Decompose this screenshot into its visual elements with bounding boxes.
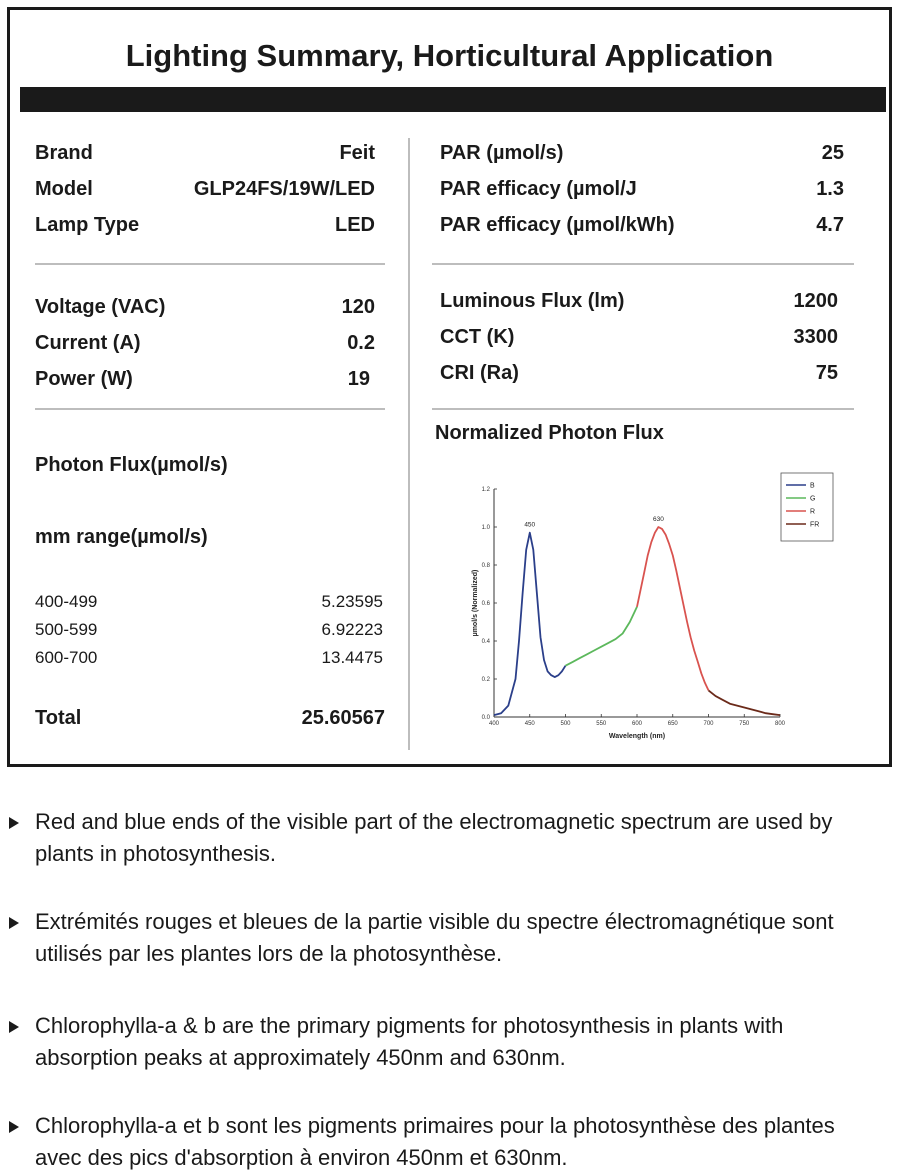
bullet-text: Extrémités rouges et bleues de la partie visible du spectre électromagnétique sont utilisés par les plantes lors de la photosynthèse. — [35, 909, 834, 966]
peak-annotation: 630 — [653, 516, 664, 523]
range-value: 13.4475 — [321, 648, 383, 667]
x-tick-label: 650 — [667, 721, 678, 727]
spec-key: Lamp Type — [35, 214, 140, 236]
spec-key: Brand — [35, 142, 93, 164]
spec-value: Feit — [339, 142, 375, 164]
x-tick-label: 750 — [739, 721, 750, 727]
x-tick-label: 700 — [703, 721, 714, 727]
legend-box — [781, 473, 833, 541]
legend-label: B — [810, 482, 815, 490]
legend-label: R — [810, 508, 816, 516]
spec-key: PAR efficacy (µmol/J — [440, 178, 637, 200]
y-axis-label: µmol/s (Normalized) — [472, 569, 479, 637]
bullet-arrow-icon — [9, 917, 19, 929]
spec-key: PAR (µmol/s) — [440, 142, 564, 164]
y-tick-label: 0.6 — [481, 601, 490, 607]
range-label: mm range(µmol/s) — [35, 526, 208, 548]
x-axis-label: Wavelength (nm) — [608, 733, 666, 740]
title-divider-bar — [20, 87, 886, 112]
spec-value: 0.2 — [347, 332, 375, 354]
x-tick-label: 600 — [631, 721, 643, 727]
chart-title: Normalized Photon Flux — [435, 422, 664, 444]
series-line-r — [637, 527, 709, 690]
spec-key: Current (A) — [35, 332, 141, 354]
peak-annotation: 450 — [524, 521, 536, 529]
legend-label: G — [810, 495, 816, 503]
page-title: Lighting Summary, Horticultural Application — [125, 38, 774, 73]
range-key: 500-599 — [35, 620, 98, 639]
total-label: Total — [35, 707, 82, 729]
bullet-text: Chlorophylla-a & b are the primary pigments for photosynthesis in plants with absorption peaks at approximately 450nm and 630nm. — [35, 1013, 784, 1070]
spec-value: 75 — [815, 362, 838, 384]
spec-key: CCT (K) — [440, 326, 515, 348]
series-line-g — [566, 607, 638, 666]
series-line-fr — [709, 690, 781, 715]
x-tick-label: 450 — [524, 721, 535, 727]
photon-flux-label: Photon Flux(µmol/s) — [35, 454, 228, 476]
bullet-text: Red and blue ends of the visible part of the electromagnetic spectrum are used by plants in photosynthesis. — [35, 809, 833, 866]
spec-value: 25 — [821, 142, 844, 164]
range-value: 6.92223 — [321, 620, 383, 639]
section-divider — [35, 408, 385, 410]
x-tick-label: 400 — [488, 721, 500, 727]
y-tick-label: 0.8 — [481, 563, 490, 569]
spec-key: Model — [35, 178, 93, 200]
range-value: 5.23595 — [321, 592, 383, 611]
section-divider — [432, 408, 854, 410]
bullet-text: Chlorophylla-a et b sont les pigments primaires pour la photosynthèse des plantes avec des pics d'absorption à environ 450nm et 630nm. — [35, 1113, 835, 1170]
section-divider — [432, 263, 854, 265]
range-key: 400-499 — [35, 592, 98, 611]
spec-key: Luminous Flux (lm) — [440, 290, 625, 312]
y-tick-label: 0.4 — [481, 639, 490, 645]
spec-key: CRI (Ra) — [440, 362, 519, 384]
y-tick-label: 0.0 — [481, 715, 490, 721]
photon-flux-chart — [459, 469, 840, 759]
y-tick-label: 1.0 — [481, 525, 490, 531]
spec-value: 3300 — [793, 326, 838, 348]
spec-value: 1.3 — [816, 178, 844, 200]
spec-key: Power (W) — [35, 368, 133, 390]
spec-value: 19 — [347, 368, 370, 390]
x-tick-label: 550 — [596, 721, 607, 727]
bullet-arrow-icon — [9, 1121, 19, 1133]
spec-key: PAR efficacy (µmol/kWh) — [440, 214, 675, 236]
x-tick-label: 800 — [774, 721, 786, 727]
bullet-arrow-icon — [9, 817, 19, 829]
total-value: 25.60567 — [301, 707, 385, 729]
spec-value: 1200 — [793, 290, 838, 312]
y-tick-label: 0.2 — [481, 677, 490, 683]
spec-value: 120 — [341, 296, 375, 318]
column-divider — [408, 138, 410, 750]
y-tick-label: 1.2 — [481, 487, 490, 493]
spec-key: Voltage (VAC) — [35, 296, 166, 318]
bullet-arrow-icon — [9, 1021, 19, 1033]
spec-value: LED — [335, 214, 375, 236]
spec-value: GLP24FS/19W/LED — [193, 178, 375, 200]
x-tick-label: 500 — [560, 721, 571, 727]
lighting-summary-card — [7, 7, 892, 767]
section-divider — [35, 263, 385, 265]
spec-value: 4.7 — [816, 214, 844, 236]
series-line-b — [494, 533, 566, 715]
legend-label: FR — [810, 521, 820, 529]
range-key: 600-700 — [35, 648, 98, 667]
